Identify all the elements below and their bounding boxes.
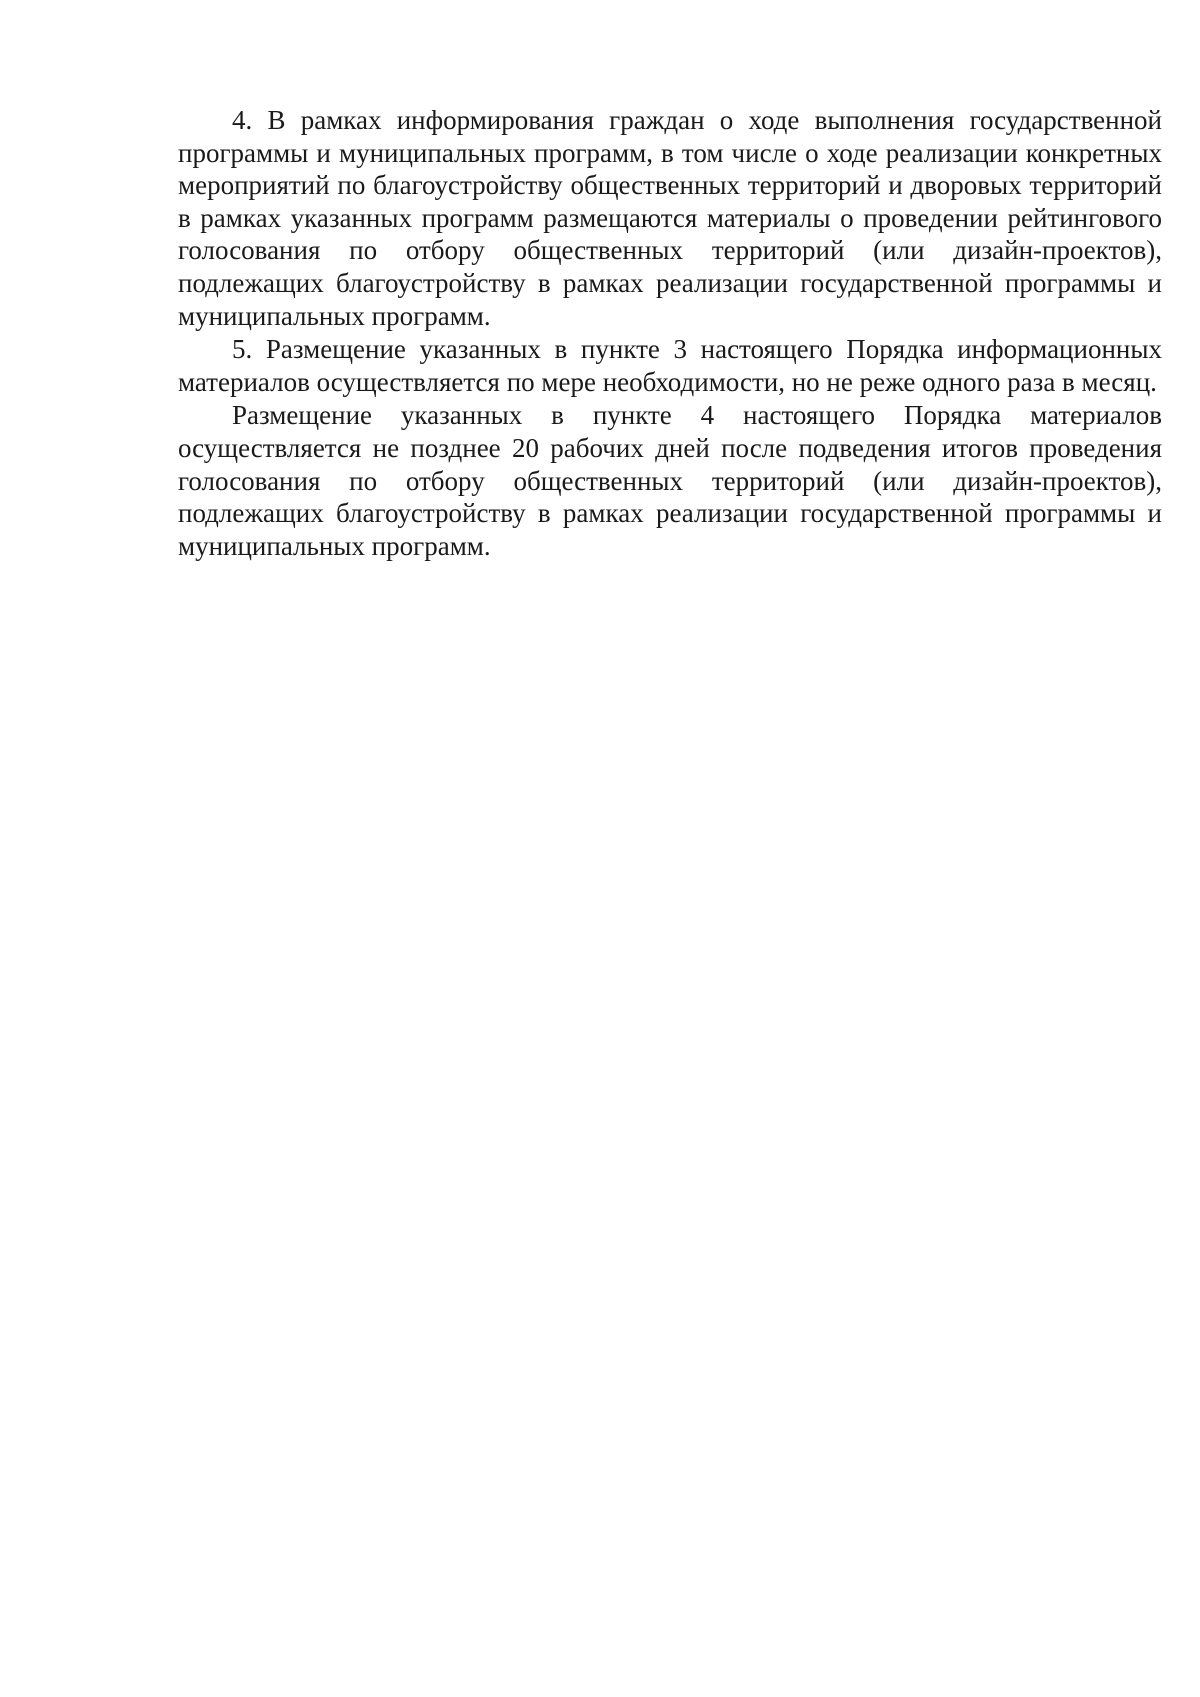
paragraph-item-4: 4. В рамках информирования граждан о ходе выполнения государственной программы и муниципальных программ, в том числе о ходе реализации конкретных мероприятий по благоустройству общественных территорий и дворовых территорий в рамках указанных программ размещаются материалы о проведении рейтингового голосования по отбору общественных территорий (или дизайн-проектов), подлежащих благоустройству в рамках реализации государственной программы и муниципальных программ. — [178, 105, 1162, 331]
document-body — [178, 104, 1162, 562]
paragraph-item-5: 5. Размещение указанных в пункте 3 настоящего Порядка информационных материалов осуществляется по мере необходимости, но не реже одного раза в месяц. — [178, 334, 1162, 397]
paragraph-item-5-continuation: Размещение указанных в пункте 4 настоящего Порядка материалов осуществляется не позднее 20 рабочих дней после подведения итогов проведения голосования по отбору общественных территорий (или дизайн-проектов), подлежащих благоустройству в рамках реализации государственной программы и муниципальных программ. — [178, 400, 1162, 561]
